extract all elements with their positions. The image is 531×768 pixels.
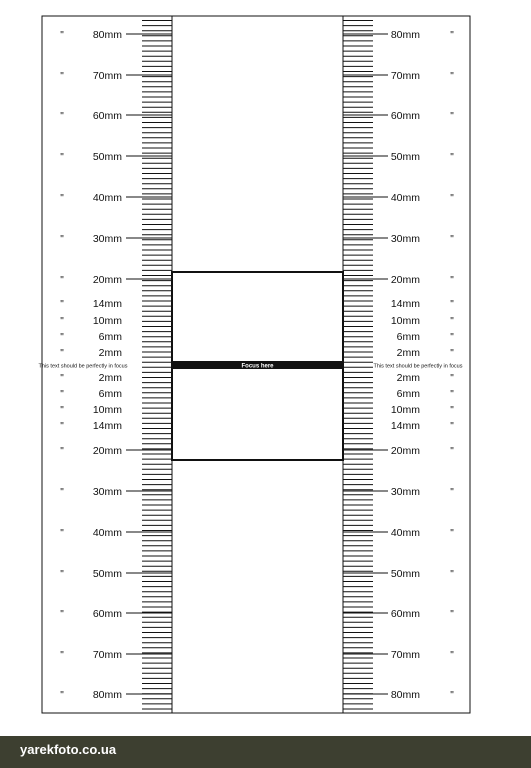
inch-label-right (450, 275, 454, 286)
mm-label-right (391, 404, 420, 416)
inch-mark: " (60, 316, 64, 327)
mm-value: 80 (390, 689, 403, 701)
inch-mark: " (60, 373, 64, 384)
inch-label-right (450, 528, 454, 539)
inch-label-left (60, 528, 64, 539)
focus-note-right: This text should be perfectly in focus (373, 363, 463, 370)
inch-mark: " (60, 405, 64, 416)
mm-label-left (93, 649, 122, 661)
mm-value: 20 (390, 445, 403, 457)
inch-label-right (450, 609, 454, 620)
inch-label-left (60, 609, 64, 620)
mm-label-right (391, 274, 420, 286)
mm-unit: mm (402, 649, 420, 661)
mm-unit: mm (402, 70, 420, 82)
mm-value: 40 (390, 192, 403, 204)
mm-unit: mm (104, 110, 122, 122)
mm-value: 2 (98, 372, 105, 384)
inch-mark: " (450, 316, 454, 327)
mm-value: 20 (92, 274, 105, 286)
mm-value: 50 (390, 151, 403, 163)
site-url: yarekfoto.co.ua (20, 742, 117, 757)
mm-label-left (93, 192, 122, 204)
mm-label-left (93, 298, 122, 310)
inch-mark: " (450, 111, 454, 122)
mm-value: 80 (390, 29, 403, 41)
inch-mark: " (60, 487, 64, 498)
inch-label-right (450, 30, 454, 41)
inch-mark: " (450, 405, 454, 416)
inch-mark: " (60, 446, 64, 457)
mm-value: 70 (390, 70, 403, 82)
mm-value: 50 (390, 568, 403, 580)
mm-value: 14 (390, 420, 403, 432)
inch-label-left (60, 234, 64, 245)
mm-label-left (93, 29, 122, 41)
mm-label-right (397, 388, 421, 400)
mm-unit: mm (402, 486, 420, 498)
mm-value: 40 (92, 192, 105, 204)
inch-mark: " (60, 690, 64, 701)
mm-value: 70 (92, 649, 105, 661)
inch-mark: " (450, 389, 454, 400)
inch-mark: " (450, 332, 454, 343)
mm-unit: mm (402, 298, 420, 310)
mm-label-left (99, 388, 123, 400)
inch-label-left (60, 152, 64, 163)
mm-label-left (99, 331, 123, 343)
mm-unit: mm (402, 331, 420, 343)
inch-mark: " (60, 569, 64, 580)
mm-unit: mm (402, 420, 420, 432)
mm-value: 10 (92, 315, 105, 327)
mm-label-left (99, 372, 123, 384)
mm-label-left (93, 110, 122, 122)
mm-value: 60 (390, 608, 403, 620)
inch-mark: " (60, 332, 64, 343)
inch-label-right (450, 152, 454, 163)
mm-value: 30 (92, 486, 105, 498)
mm-label-left (93, 689, 122, 701)
inch-mark: " (450, 193, 454, 204)
mm-unit: mm (104, 29, 122, 41)
mm-label-left (99, 347, 123, 359)
inch-label-left (60, 332, 64, 343)
inch-mark: " (60, 421, 64, 432)
mm-unit: mm (402, 388, 420, 400)
mm-value: 60 (92, 608, 105, 620)
mm-unit: mm (402, 274, 420, 286)
mm-label-right (397, 331, 421, 343)
mm-label-right (391, 527, 420, 539)
mm-value: 60 (92, 110, 105, 122)
inch-label-left (60, 316, 64, 327)
inch-label-left (60, 690, 64, 701)
inch-label-right (450, 405, 454, 416)
mm-unit: mm (402, 689, 420, 701)
mm-label-right (391, 110, 420, 122)
mm-unit: mm (104, 649, 122, 661)
inch-mark: " (450, 421, 454, 432)
inch-mark: " (450, 348, 454, 359)
mm-unit: mm (104, 420, 122, 432)
mm-label-left (93, 420, 122, 432)
inch-label-left (60, 193, 64, 204)
mm-label-right (391, 568, 420, 580)
mm-unit: mm (402, 608, 420, 620)
mm-value: 30 (390, 233, 403, 245)
mm-value: 6 (98, 388, 105, 400)
inch-mark: " (450, 446, 454, 457)
inch-mark: " (60, 299, 64, 310)
inch-mark: " (60, 234, 64, 245)
mm-label-left (93, 608, 122, 620)
inch-mark: " (450, 650, 454, 661)
mm-label-left (93, 274, 122, 286)
mm-label-right (391, 29, 420, 41)
mm-unit: mm (104, 388, 122, 400)
mm-label-right (391, 315, 420, 327)
mm-label-right (397, 372, 421, 384)
inch-mark: " (60, 275, 64, 286)
mm-value: 14 (390, 298, 403, 310)
mm-unit: mm (402, 192, 420, 204)
mm-unit: mm (402, 315, 420, 327)
inch-mark: " (60, 348, 64, 359)
inch-mark: " (450, 528, 454, 539)
inch-label-left (60, 30, 64, 41)
mm-unit: mm (402, 404, 420, 416)
mm-unit: mm (104, 347, 122, 359)
inch-label-right (450, 569, 454, 580)
mm-value: 40 (390, 527, 403, 539)
mm-value: 10 (390, 404, 403, 416)
mm-label-left (93, 70, 122, 82)
inch-label-right (450, 690, 454, 701)
inch-mark: " (60, 193, 64, 204)
mm-unit: mm (104, 274, 122, 286)
inch-label-left (60, 446, 64, 457)
inch-mark: " (60, 389, 64, 400)
inch-mark: " (450, 373, 454, 384)
mm-value: 20 (390, 274, 403, 286)
mm-value: 40 (92, 527, 105, 539)
mm-value: 70 (92, 70, 105, 82)
inch-label-left (60, 569, 64, 580)
inch-mark: " (450, 299, 454, 310)
mm-label-right (391, 445, 420, 457)
mm-label-right (391, 689, 420, 701)
inch-mark: " (60, 609, 64, 620)
mm-value: 80 (92, 29, 105, 41)
mm-unit: mm (104, 404, 122, 416)
mm-unit: mm (402, 445, 420, 457)
mm-label-right (397, 347, 421, 359)
mm-unit: mm (402, 527, 420, 539)
mm-label-right (391, 70, 420, 82)
mm-label-left (93, 445, 122, 457)
mm-label-left (93, 233, 122, 245)
inch-label-right (450, 332, 454, 343)
inch-label-right (450, 234, 454, 245)
mm-unit: mm (104, 70, 122, 82)
mm-unit: mm (402, 29, 420, 41)
mm-unit: mm (402, 151, 420, 163)
mm-unit: mm (104, 233, 122, 245)
inch-mark: " (450, 71, 454, 82)
mm-label-right (391, 151, 420, 163)
inch-mark: " (60, 71, 64, 82)
focus-note-left: This text should be perfectly in focus (38, 363, 128, 370)
inch-mark: " (60, 152, 64, 163)
mm-value: 2 (396, 347, 403, 359)
mm-unit: mm (104, 527, 122, 539)
mm-value: 50 (92, 151, 105, 163)
mm-label-right (391, 298, 420, 310)
mm-unit: mm (402, 568, 420, 580)
inch-mark: " (450, 609, 454, 620)
inch-label-left (60, 650, 64, 661)
mm-label-right (391, 420, 420, 432)
mm-unit: mm (402, 372, 420, 384)
inch-label-right (450, 487, 454, 498)
mm-value: 14 (92, 420, 105, 432)
inch-mark: " (450, 690, 454, 701)
mm-label-left (93, 315, 122, 327)
mm-unit: mm (104, 689, 122, 701)
inch-label-right (450, 389, 454, 400)
mm-unit: mm (402, 347, 420, 359)
inch-label-left (60, 421, 64, 432)
mm-value: 80 (92, 689, 105, 701)
mm-label-left (93, 527, 122, 539)
inch-label-right (450, 111, 454, 122)
inch-label-left (60, 299, 64, 310)
mm-label-left (93, 568, 122, 580)
inch-mark: " (450, 275, 454, 286)
inch-label-right (450, 348, 454, 359)
mm-value: 6 (396, 331, 403, 343)
mm-value: 30 (390, 486, 403, 498)
mm-unit: mm (402, 233, 420, 245)
mm-unit: mm (104, 192, 122, 204)
mm-value: 10 (92, 404, 105, 416)
inch-label-left (60, 405, 64, 416)
mm-unit: mm (104, 568, 122, 580)
mm-value: 14 (92, 298, 105, 310)
footer-bar (0, 736, 531, 768)
mm-unit: mm (104, 372, 122, 384)
mm-value: 10 (390, 315, 403, 327)
inch-label-right (450, 316, 454, 327)
inch-mark: " (60, 650, 64, 661)
mm-unit: mm (104, 445, 122, 457)
inch-label-left (60, 389, 64, 400)
focus-label: Focus here (241, 363, 274, 370)
mm-unit: mm (104, 331, 122, 343)
mm-unit: mm (402, 110, 420, 122)
mm-label-right (391, 233, 420, 245)
mm-unit: mm (104, 151, 122, 163)
inch-label-left (60, 71, 64, 82)
mm-value: 2 (98, 347, 105, 359)
inch-mark: " (450, 487, 454, 498)
mm-label-left (93, 486, 122, 498)
mm-label-left (93, 151, 122, 163)
mm-value: 50 (92, 568, 105, 580)
mm-label-right (391, 192, 420, 204)
inch-mark: " (60, 528, 64, 539)
inch-label-left (60, 348, 64, 359)
inch-label-right (450, 446, 454, 457)
inch-label-left (60, 275, 64, 286)
inch-label-right (450, 421, 454, 432)
mm-unit: mm (104, 486, 122, 498)
mm-label-right (391, 649, 420, 661)
mm-value: 6 (98, 331, 105, 343)
mm-unit: mm (104, 298, 122, 310)
inch-mark: " (450, 30, 454, 41)
inch-label-right (450, 299, 454, 310)
inch-label-right (450, 193, 454, 204)
inch-label-right (450, 71, 454, 82)
inch-label-left (60, 111, 64, 122)
inch-mark: " (60, 30, 64, 41)
mm-value: 70 (390, 649, 403, 661)
inch-label-right (450, 373, 454, 384)
inch-mark: " (450, 569, 454, 580)
inch-label-right (450, 650, 454, 661)
mm-value: 20 (92, 445, 105, 457)
mm-value: 60 (390, 110, 403, 122)
mm-unit: mm (104, 315, 122, 327)
mm-value: 2 (396, 372, 403, 384)
inch-label-left (60, 373, 64, 384)
inch-mark: " (450, 234, 454, 245)
mm-label-right (391, 608, 420, 620)
mm-label-right (391, 486, 420, 498)
inch-mark: " (60, 111, 64, 122)
mm-unit: mm (104, 608, 122, 620)
mm-label-left (93, 404, 122, 416)
inch-mark: " (450, 152, 454, 163)
inch-label-left (60, 487, 64, 498)
mm-value: 30 (92, 233, 105, 245)
mm-value: 6 (396, 388, 403, 400)
